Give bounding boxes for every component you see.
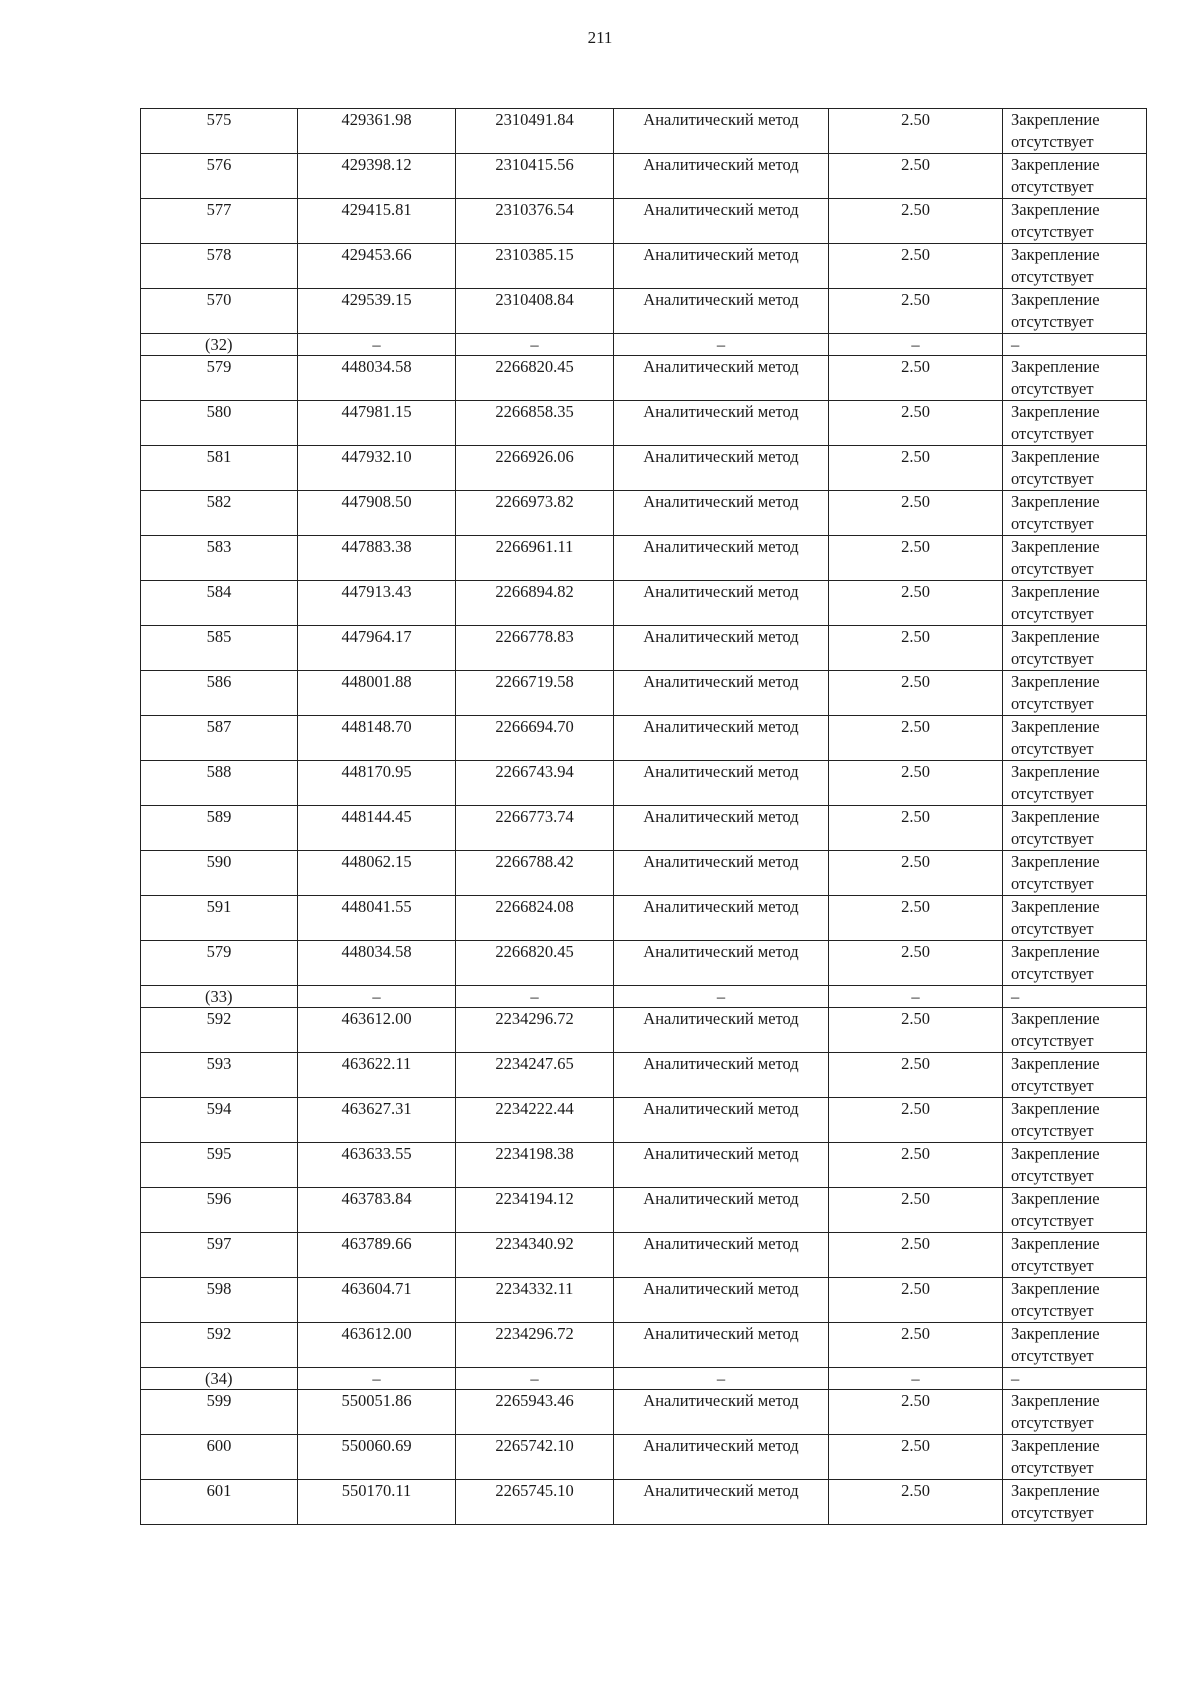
fixation-cell: Закрепление отсутствует	[1003, 1278, 1147, 1323]
error-cell: 2.50	[829, 244, 1003, 289]
table-row	[141, 716, 1147, 761]
method-cell: Аналитический метод	[614, 1278, 829, 1323]
x-coordinate-cell: 463627.31	[298, 1098, 456, 1143]
method-cell: Аналитический метод	[614, 851, 829, 896]
y-coordinate-cell: 2234340.92	[456, 1233, 614, 1278]
point-number-cell: (32)	[141, 334, 298, 356]
error-cell: 2.50	[829, 154, 1003, 199]
error-cell: 2.50	[829, 716, 1003, 761]
table-row	[141, 1098, 1147, 1143]
table-row	[141, 626, 1147, 671]
method-cell: Аналитический метод	[614, 244, 829, 289]
error-cell: 2.50	[829, 536, 1003, 581]
point-number-cell: 593	[141, 1053, 298, 1098]
fixation-cell: Закрепление отсутствует	[1003, 581, 1147, 626]
method-cell: Аналитический метод	[614, 1480, 829, 1525]
y-coordinate-cell: 2266973.82	[456, 491, 614, 536]
fixation-cell: –	[1003, 986, 1147, 1008]
table-row	[141, 1053, 1147, 1098]
y-coordinate-cell: 2310491.84	[456, 109, 614, 154]
x-coordinate-cell: 448034.58	[298, 356, 456, 401]
method-cell: Аналитический метод	[614, 716, 829, 761]
table-row	[141, 154, 1147, 199]
x-coordinate-cell: 447908.50	[298, 491, 456, 536]
x-coordinate-cell: 429361.98	[298, 109, 456, 154]
point-number-cell: 594	[141, 1098, 298, 1143]
x-coordinate-cell: 447964.17	[298, 626, 456, 671]
error-cell: 2.50	[829, 1098, 1003, 1143]
fixation-cell: Закрепление отсутствует	[1003, 289, 1147, 334]
method-cell: Аналитический метод	[614, 941, 829, 986]
error-cell: 2.50	[829, 109, 1003, 154]
fixation-cell: Закрепление отсутствует	[1003, 244, 1147, 289]
x-coordinate-cell: 429415.81	[298, 199, 456, 244]
point-number-cell: 570	[141, 289, 298, 334]
point-number-cell: 579	[141, 356, 298, 401]
fixation-cell: Закрепление отсутствует	[1003, 356, 1147, 401]
fixation-cell: Закрепление отсутствует	[1003, 536, 1147, 581]
y-coordinate-cell: 2234296.72	[456, 1008, 614, 1053]
fixation-cell: –	[1003, 1368, 1147, 1390]
x-coordinate-cell: 448062.15	[298, 851, 456, 896]
point-number-cell: 599	[141, 1390, 298, 1435]
error-cell: 2.50	[829, 1435, 1003, 1480]
y-coordinate-cell: –	[456, 334, 614, 356]
error-cell: 2.50	[829, 1278, 1003, 1323]
x-coordinate-cell: –	[298, 986, 456, 1008]
y-coordinate-cell: 2310408.84	[456, 289, 614, 334]
table-row	[141, 491, 1147, 536]
y-coordinate-cell: 2266778.83	[456, 626, 614, 671]
method-cell: Аналитический метод	[614, 446, 829, 491]
point-number-cell: 575	[141, 109, 298, 154]
point-number-cell: 583	[141, 536, 298, 581]
point-number-cell: 598	[141, 1278, 298, 1323]
point-number-cell: 588	[141, 761, 298, 806]
error-cell: 2.50	[829, 626, 1003, 671]
contour-separator-row	[141, 1368, 1147, 1390]
table-row	[141, 941, 1147, 986]
fixation-cell: Закрепление отсутствует	[1003, 941, 1147, 986]
y-coordinate-cell: 2266820.45	[456, 356, 614, 401]
y-coordinate-cell: 2234222.44	[456, 1098, 614, 1143]
table-row	[141, 289, 1147, 334]
y-coordinate-cell: 2310376.54	[456, 199, 614, 244]
fixation-cell: Закрепление отсутствует	[1003, 446, 1147, 491]
x-coordinate-cell: 448041.55	[298, 896, 456, 941]
table-row	[141, 244, 1147, 289]
table-row	[141, 806, 1147, 851]
fixation-cell: Закрепление отсутствует	[1003, 1098, 1147, 1143]
table-row	[141, 1143, 1147, 1188]
coordinates-table	[140, 108, 1147, 1525]
fixation-cell: Закрепление отсутствует	[1003, 806, 1147, 851]
fixation-cell: Закрепление отсутствует	[1003, 199, 1147, 244]
method-cell: Аналитический метод	[614, 671, 829, 716]
x-coordinate-cell: 463783.84	[298, 1188, 456, 1233]
method-cell: Аналитический метод	[614, 1008, 829, 1053]
error-cell: 2.50	[829, 1233, 1003, 1278]
x-coordinate-cell: 463789.66	[298, 1233, 456, 1278]
point-number-cell: 597	[141, 1233, 298, 1278]
fixation-cell: Закрепление отсутствует	[1003, 1053, 1147, 1098]
fixation-cell: Закрепление отсутствует	[1003, 109, 1147, 154]
y-coordinate-cell: 2266820.45	[456, 941, 614, 986]
y-coordinate-cell: 2234296.72	[456, 1323, 614, 1368]
table-row	[141, 1278, 1147, 1323]
table-row	[141, 851, 1147, 896]
table-row	[141, 1188, 1147, 1233]
fixation-cell: Закрепление отсутствует	[1003, 1008, 1147, 1053]
x-coordinate-cell: 447932.10	[298, 446, 456, 491]
error-cell: 2.50	[829, 1323, 1003, 1368]
page-number: 211	[587, 28, 613, 47]
point-number-cell: 590	[141, 851, 298, 896]
fixation-cell: Закрепление отсутствует	[1003, 1323, 1147, 1368]
x-coordinate-cell: 448034.58	[298, 941, 456, 986]
x-coordinate-cell: 550051.86	[298, 1390, 456, 1435]
y-coordinate-cell: 2266694.70	[456, 716, 614, 761]
error-cell: 2.50	[829, 1143, 1003, 1188]
point-number-cell: 586	[141, 671, 298, 716]
point-number-cell: 581	[141, 446, 298, 491]
method-cell: Аналитический метод	[614, 581, 829, 626]
table-row	[141, 356, 1147, 401]
error-cell: 2.50	[829, 1390, 1003, 1435]
error-cell: 2.50	[829, 806, 1003, 851]
contour-separator-row	[141, 986, 1147, 1008]
error-cell: –	[829, 1368, 1003, 1390]
table-row	[141, 446, 1147, 491]
point-number-cell: 592	[141, 1008, 298, 1053]
error-cell: 2.50	[829, 941, 1003, 986]
error-cell: 2.50	[829, 896, 1003, 941]
table-row	[141, 536, 1147, 581]
x-coordinate-cell: 447913.43	[298, 581, 456, 626]
method-cell: Аналитический метод	[614, 109, 829, 154]
point-number-cell: 577	[141, 199, 298, 244]
x-coordinate-cell: 550170.11	[298, 1480, 456, 1525]
x-coordinate-cell: 448148.70	[298, 716, 456, 761]
x-coordinate-cell: 448001.88	[298, 671, 456, 716]
error-cell: –	[829, 986, 1003, 1008]
error-cell: 2.50	[829, 1188, 1003, 1233]
y-coordinate-cell: –	[456, 1368, 614, 1390]
y-coordinate-cell: 2265745.10	[456, 1480, 614, 1525]
x-coordinate-cell: 463633.55	[298, 1143, 456, 1188]
fixation-cell: Закрепление отсутствует	[1003, 716, 1147, 761]
error-cell: 2.50	[829, 851, 1003, 896]
table-row	[141, 1390, 1147, 1435]
x-coordinate-cell: 429453.66	[298, 244, 456, 289]
point-number-cell: 582	[141, 491, 298, 536]
fixation-cell: Закрепление отсутствует	[1003, 401, 1147, 446]
x-coordinate-cell: –	[298, 334, 456, 356]
method-cell: Аналитический метод	[614, 1188, 829, 1233]
fixation-cell: Закрепление отсутствует	[1003, 761, 1147, 806]
y-coordinate-cell: 2310415.56	[456, 154, 614, 199]
method-cell: Аналитический метод	[614, 896, 829, 941]
y-coordinate-cell: 2266961.11	[456, 536, 614, 581]
point-number-cell: 589	[141, 806, 298, 851]
table-row	[141, 1480, 1147, 1525]
method-cell: Аналитический метод	[614, 1233, 829, 1278]
method-cell: –	[614, 334, 829, 356]
table-row	[141, 581, 1147, 626]
fixation-cell: –	[1003, 334, 1147, 356]
error-cell: 2.50	[829, 401, 1003, 446]
x-coordinate-cell: 463612.00	[298, 1323, 456, 1368]
method-cell: Аналитический метод	[614, 761, 829, 806]
y-coordinate-cell: 2266743.94	[456, 761, 614, 806]
table-row	[141, 1233, 1147, 1278]
method-cell: Аналитический метод	[614, 1390, 829, 1435]
contour-separator-row	[141, 334, 1147, 356]
y-coordinate-cell: 2265742.10	[456, 1435, 614, 1480]
table-row	[141, 1008, 1147, 1053]
y-coordinate-cell: 2266788.42	[456, 851, 614, 896]
table-row	[141, 761, 1147, 806]
point-number-cell: (33)	[141, 986, 298, 1008]
fixation-cell: Закрепление отсутствует	[1003, 1233, 1147, 1278]
error-cell: 2.50	[829, 446, 1003, 491]
fixation-cell: Закрепление отсутствует	[1003, 626, 1147, 671]
point-number-cell: 596	[141, 1188, 298, 1233]
table-row	[141, 199, 1147, 244]
method-cell: Аналитический метод	[614, 1053, 829, 1098]
x-coordinate-cell: 447883.38	[298, 536, 456, 581]
point-number-cell: 587	[141, 716, 298, 761]
y-coordinate-cell: 2266894.82	[456, 581, 614, 626]
fixation-cell: Закрепление отсутствует	[1003, 1480, 1147, 1525]
error-cell: 2.50	[829, 1008, 1003, 1053]
point-number-cell: 592	[141, 1323, 298, 1368]
x-coordinate-cell: 463612.00	[298, 1008, 456, 1053]
fixation-cell: Закрепление отсутствует	[1003, 154, 1147, 199]
error-cell: 2.50	[829, 491, 1003, 536]
error-cell: 2.50	[829, 581, 1003, 626]
fixation-cell: Закрепление отсутствует	[1003, 896, 1147, 941]
fixation-cell: Закрепление отсутствует	[1003, 1390, 1147, 1435]
x-coordinate-cell: –	[298, 1368, 456, 1390]
fixation-cell: Закрепление отсутствует	[1003, 851, 1147, 896]
y-coordinate-cell: –	[456, 986, 614, 1008]
table-row	[141, 1323, 1147, 1368]
method-cell: Аналитический метод	[614, 1435, 829, 1480]
point-number-cell: 576	[141, 154, 298, 199]
point-number-cell: 591	[141, 896, 298, 941]
method-cell: Аналитический метод	[614, 1323, 829, 1368]
error-cell: 2.50	[829, 289, 1003, 334]
method-cell: Аналитический метод	[614, 1143, 829, 1188]
y-coordinate-cell: 2266824.08	[456, 896, 614, 941]
y-coordinate-cell: 2266719.58	[456, 671, 614, 716]
y-coordinate-cell: 2266858.35	[456, 401, 614, 446]
method-cell: Аналитический метод	[614, 1098, 829, 1143]
x-coordinate-cell: 447981.15	[298, 401, 456, 446]
y-coordinate-cell: 2266926.06	[456, 446, 614, 491]
x-coordinate-cell: 463622.11	[298, 1053, 456, 1098]
table-row	[141, 896, 1147, 941]
method-cell: Аналитический метод	[614, 626, 829, 671]
y-coordinate-cell: 2234247.65	[456, 1053, 614, 1098]
x-coordinate-cell: 448170.95	[298, 761, 456, 806]
y-coordinate-cell: 2310385.15	[456, 244, 614, 289]
point-number-cell: (34)	[141, 1368, 298, 1390]
method-cell: –	[614, 986, 829, 1008]
x-coordinate-cell: 429398.12	[298, 154, 456, 199]
x-coordinate-cell: 429539.15	[298, 289, 456, 334]
point-number-cell: 579	[141, 941, 298, 986]
fixation-cell: Закрепление отсутствует	[1003, 1143, 1147, 1188]
fixation-cell: Закрепление отсутствует	[1003, 671, 1147, 716]
point-number-cell: 585	[141, 626, 298, 671]
error-cell: 2.50	[829, 1480, 1003, 1525]
table-row	[141, 671, 1147, 716]
error-cell: 2.50	[829, 1053, 1003, 1098]
table-row	[141, 109, 1147, 154]
point-number-cell: 584	[141, 581, 298, 626]
fixation-cell: Закрепление отсутствует	[1003, 1188, 1147, 1233]
point-number-cell: 595	[141, 1143, 298, 1188]
y-coordinate-cell: 2265943.46	[456, 1390, 614, 1435]
table-row	[141, 401, 1147, 446]
method-cell: Аналитический метод	[614, 356, 829, 401]
y-coordinate-cell: 2234194.12	[456, 1188, 614, 1233]
point-number-cell: 580	[141, 401, 298, 446]
method-cell: Аналитический метод	[614, 401, 829, 446]
error-cell: 2.50	[829, 671, 1003, 716]
point-number-cell: 578	[141, 244, 298, 289]
table-body	[141, 109, 1147, 1525]
method-cell: Аналитический метод	[614, 154, 829, 199]
method-cell: Аналитический метод	[614, 491, 829, 536]
method-cell: Аналитический метод	[614, 199, 829, 244]
error-cell: 2.50	[829, 761, 1003, 806]
fixation-cell: Закрепление отсутствует	[1003, 491, 1147, 536]
fixation-cell: Закрепление отсутствует	[1003, 1435, 1147, 1480]
method-cell: Аналитический метод	[614, 289, 829, 334]
y-coordinate-cell: 2266773.74	[456, 806, 614, 851]
y-coordinate-cell: 2234198.38	[456, 1143, 614, 1188]
x-coordinate-cell: 448144.45	[298, 806, 456, 851]
y-coordinate-cell: 2234332.11	[456, 1278, 614, 1323]
method-cell: Аналитический метод	[614, 806, 829, 851]
x-coordinate-cell: 550060.69	[298, 1435, 456, 1480]
error-cell: –	[829, 334, 1003, 356]
method-cell: –	[614, 1368, 829, 1390]
x-coordinate-cell: 463604.71	[298, 1278, 456, 1323]
method-cell: Аналитический метод	[614, 536, 829, 581]
error-cell: 2.50	[829, 199, 1003, 244]
point-number-cell: 601	[141, 1480, 298, 1525]
error-cell: 2.50	[829, 356, 1003, 401]
point-number-cell: 600	[141, 1435, 298, 1480]
table-row	[141, 1435, 1147, 1480]
